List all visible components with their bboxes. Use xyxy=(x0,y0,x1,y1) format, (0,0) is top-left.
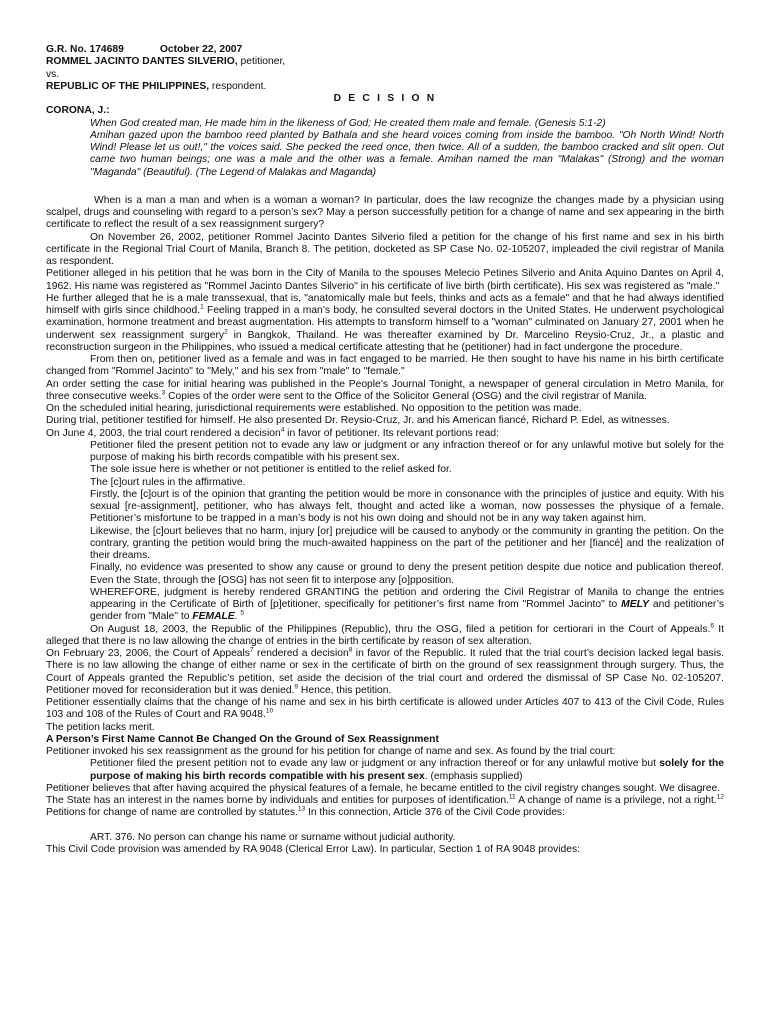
section-heading: A Person’s First Name Cannot Be Changed On the Ground of Sex Reassignment xyxy=(46,733,439,745)
paragraph-lacks-merit: The petition lacks merit. xyxy=(46,721,155,733)
article-376: ART. 376. No person can change his name or surname without judicial authority. xyxy=(90,831,456,843)
case-number: G.R. No. 174689 xyxy=(46,44,124,55)
epigraph-genesis: When God created man, He made him in the likeness of God; He created them male and female. (Genesis 5:1-2) xyxy=(90,117,606,129)
quote-dispositive: WHEREFORE, judgment is hereby rendered GRANTING the petition and ordering the Civil Registrar of Manila to change the entries appearing in the Certificate of Birth of [p]etitioner, specifically for petitioner’s first name from "Rommel Jacinto" to MELY and petitioner’s gender from "Male" to FEMALE. $^5$ xyxy=(90,586,724,623)
quote-justice-equity: Firstly, the [c]ourt is of the opinion that granting the petition would be more in consonance with the principles of justice and equity. With his sexual [re-assignment], petitioner, who has always felt, thought and acted like a woman, now possesses the physique of a female. Petitioner’s misfortune to be trapped in a man’s body is not his own doing and should not be in any way taken against him. xyxy=(90,488,724,525)
footnote-ref[interactable]: 6 xyxy=(710,622,714,630)
quote-purpose: Petitioner filed the present petition not to evade any law or judgment or any infraction thereof or for any unlawful motive but solely for the purpose of making his birth records compatible with his present sex. xyxy=(90,439,724,463)
footnote-ref[interactable]: 5 xyxy=(240,609,245,617)
footnote-ref[interactable]: 13 xyxy=(297,805,306,813)
petitioner-name: ROMMEL JACINTO DANTES SILVERIO, xyxy=(46,56,238,68)
paragraph-we-disagree: Petitioner believes that after having acquired the physical features of a female, he became entitled to the civil registry changes sought. We disagree. xyxy=(46,782,721,794)
quote-no-opposition: Finally, no evidence was presented to show any cause or ground to deny the present petition despite due notice and publication thereof. Even the State, through the [OSG] has not seen fit to interpose any [o]pposition. xyxy=(90,562,724,586)
new-name-mely: MELY xyxy=(621,599,650,610)
footnote-ref[interactable]: 1 xyxy=(200,303,204,311)
paragraph-transsexual-allegation: He further alleged that he is a male transsexual, that is, "anatomically male but feels, thinks and acts as a female" and that he had always identified himself with girls since childhood.$^1$ Feeling trapped in a man’s body, he consulted several doctors in the United States. He underwent psychological examination, hormone treatment and breast augmentation. His attempts to transform himself to a "woman" culminated on January 27, 2001 when he underwent sex reassignment surgery$^2$ in Bangkok, Thailand. He was thereafter examined by Dr. Marcelino Reysio-Cruz, Jr., a plastic and reconstruction surgeon in the Philippines, who issued a medical certificate attesting that he (petitioner) had in fact undergone the procedure. xyxy=(46,292,724,353)
paragraph-ra9048: This Civil Code provision was amended by RA 9048 (Clerical Error Law). In particular, Section 1 of RA 9048 provides: xyxy=(46,843,580,855)
decision-title: D E C I S I O N xyxy=(333,93,437,104)
ponente: CORONA, J.: xyxy=(46,105,110,117)
footnote-ref[interactable]: 4 xyxy=(280,426,285,434)
respondent-role: respondent. xyxy=(209,80,267,92)
paragraph-petition-filed: On November 26, 2002, petitioner Rommel Jacinto Dantes Silverio filed a petition for the change of his first name and sex in his birth certificate in the Regional Trial Court of Manila, Branch 8. The petition, docketed as SP Case No. 02-105207, impleaded the civil registrar of Manila as respondent. xyxy=(46,231,724,267)
paragraph-certiorari: On August 18, 2003, the Republic of the Philippines (Republic), thru the OSG, filed a petition for certiorari in the Court of Appeals.$^6$ It alleged that there is no law allowing the change of entries in the birth certificate by reason of sex alteration. xyxy=(46,622,724,647)
quote-sole-issue: The sole issue here is whether or not petitioner is entitled to the relief asked for. xyxy=(90,464,452,476)
paragraph-publication: An order setting the case for initial hearing was published in the People’s Journal Tonight, a newspaper of general circulation in Metro Manila, for three consecutive weeks.$^3$ Copies of the order were sent to the Office of the Solicitor General (OSG) and the civil registrar of Manila. xyxy=(46,378,724,402)
paragraph-ground: Petitioner invoked his sex reassignment as the ground for his petition for change of name and sex. As found by the trial court: xyxy=(46,746,616,757)
versus: vs. xyxy=(46,68,60,80)
emphasized-text: solely for the purpose of making his birth records compatible with his present sex xyxy=(90,758,724,782)
footnote-ref[interactable]: 9 xyxy=(294,683,299,691)
paragraph-trial-decision: On June 4, 2003, the trial court rendered a decision$^4$ in favor of petitioner. Its relevant portions read: xyxy=(46,426,499,439)
new-gender-female: FEMALE xyxy=(192,611,235,623)
paragraph-state-interest: The State has an interest in the names borne by individuals and entities for purposes of identification.$^{11}$ A change of name is a privilege, not a right.$^{12}$ Petitions for change of name are controlled by statutes.$^{13}$ In this connection, Article 376 of the Civil Code provides: xyxy=(46,793,724,819)
quote-no-harm: Likewise, the [c]ourt believes that no harm, injury [or] prejudice will be caused to anybody or the community in granting the petition. On the contrary, granting the petition would bring the much-awaited happiness on the part of the petitioner and her [fiancé] and the realization of their dreams. xyxy=(90,525,724,561)
case-header xyxy=(46,44,724,56)
paragraph-ca-decision: On February 23, 2006, the Court of Appeals$^7$ rendered a decision$^8$ in favor of the Republic. It ruled that the trial court’s decision lacked legal basis. There is no law allowing the change of either name or sex in the certificate of birth on the ground of sex reassignment through surgery. Thus, the Court of Appeals granted the Republic’s petition, set aside the decision of the trial court and ordered the dismissal of SP Case No. 02-105207. Petitioner moved for reconsideration but it was denied.$^9$ Hence, this petition. xyxy=(46,646,724,696)
case-date: October 22, 2007 xyxy=(159,44,243,55)
quote-trial-finding: Petitioner filed the present petition not to evade any law or judgment or any infraction thereof or for any unlawful motive but solely for the purpose of making his birth records compatible with his present sex. (emphasis supplied) xyxy=(90,758,724,782)
footnote-ref[interactable]: 7 xyxy=(249,646,254,654)
paragraph-intro: When is a man a man and when is a woman a woman? In particular, does the law recognize the changes made by a physician using scalpel, drugs and counseling with regard to a person’s sex? May a person successfully petition for a change of name and sex appearing in the birth certificate to reflect the result of a sex reassignment surgery? xyxy=(46,194,724,231)
epigraph-legend: Amihan gazed upon the bamboo reed planted by Bathala and she heard voices coming from inside the bamboo. "Oh North Wind! North Wind! Please let us out!," the voices said. She pecked the reed once, then twice. All of a sudden, the bamboo cracked and slit open. Out came two human beings; one was a male and the other was a female. Amihan named the man "Malakas" (Strong) and the woman "Maganda" (Beautiful). (The Legend of Malakas and Maganda) xyxy=(90,129,724,178)
petitioner-role: petitioner, xyxy=(237,56,286,68)
quote-ruling: The [c]ourt rules in the affirmative. xyxy=(90,476,246,488)
footnote-ref[interactable]: 3 xyxy=(161,389,166,397)
paragraph-petitioner-claim: Petitioner essentially claims that the change of his name and sex in his birth certificate is allowed under Articles 407 to 413 of the Civil Code, Rules 103 and 108 of the Rules of Court and RA 9048.10 xyxy=(46,697,724,721)
paragraph-trial: During trial, petitioner testified for himself. He also presented Dr. Reysio-Cruz, Jr. and his American fiancé, Richard P. Edel, as witnesses. xyxy=(46,415,670,427)
footnote-ref[interactable]: 11 xyxy=(508,793,516,801)
footnote-ref[interactable]: 12 xyxy=(716,793,724,801)
paragraph-birth-allegation: Petitioner alleged in his petition that he was born in the City of Manila to the spouses Melecio Petines Silverio and Anita Aquino Dantes on April 4, 1962. His name was registered as "Rommel Jacinto Dantes Silverio" in his certificate of live birth (birth certificate). His sex was registered as "male." xyxy=(46,268,724,292)
petitioner-line xyxy=(46,56,724,68)
respondent-name: REPUBLIC OF THE PHILIPPINES, xyxy=(46,80,210,92)
paragraph-initial-hearing: On the scheduled initial hearing, jurisdictional requirements were established. No opposition to the petition was made. xyxy=(46,403,582,414)
footnote-ref[interactable]: 8 xyxy=(348,646,353,654)
respondent-line xyxy=(46,81,724,93)
footnote-ref[interactable]: 2 xyxy=(224,328,228,336)
footnote-ref[interactable]: 10 xyxy=(265,707,274,715)
paragraph-name-change-sought: From then on, petitioner lived as a female and was in fact engaged to be married. He then sought to have his name in his birth certificate changed from "Rommel Jacinto" to "Mely," and his sex from "male" to "female." xyxy=(46,354,724,378)
